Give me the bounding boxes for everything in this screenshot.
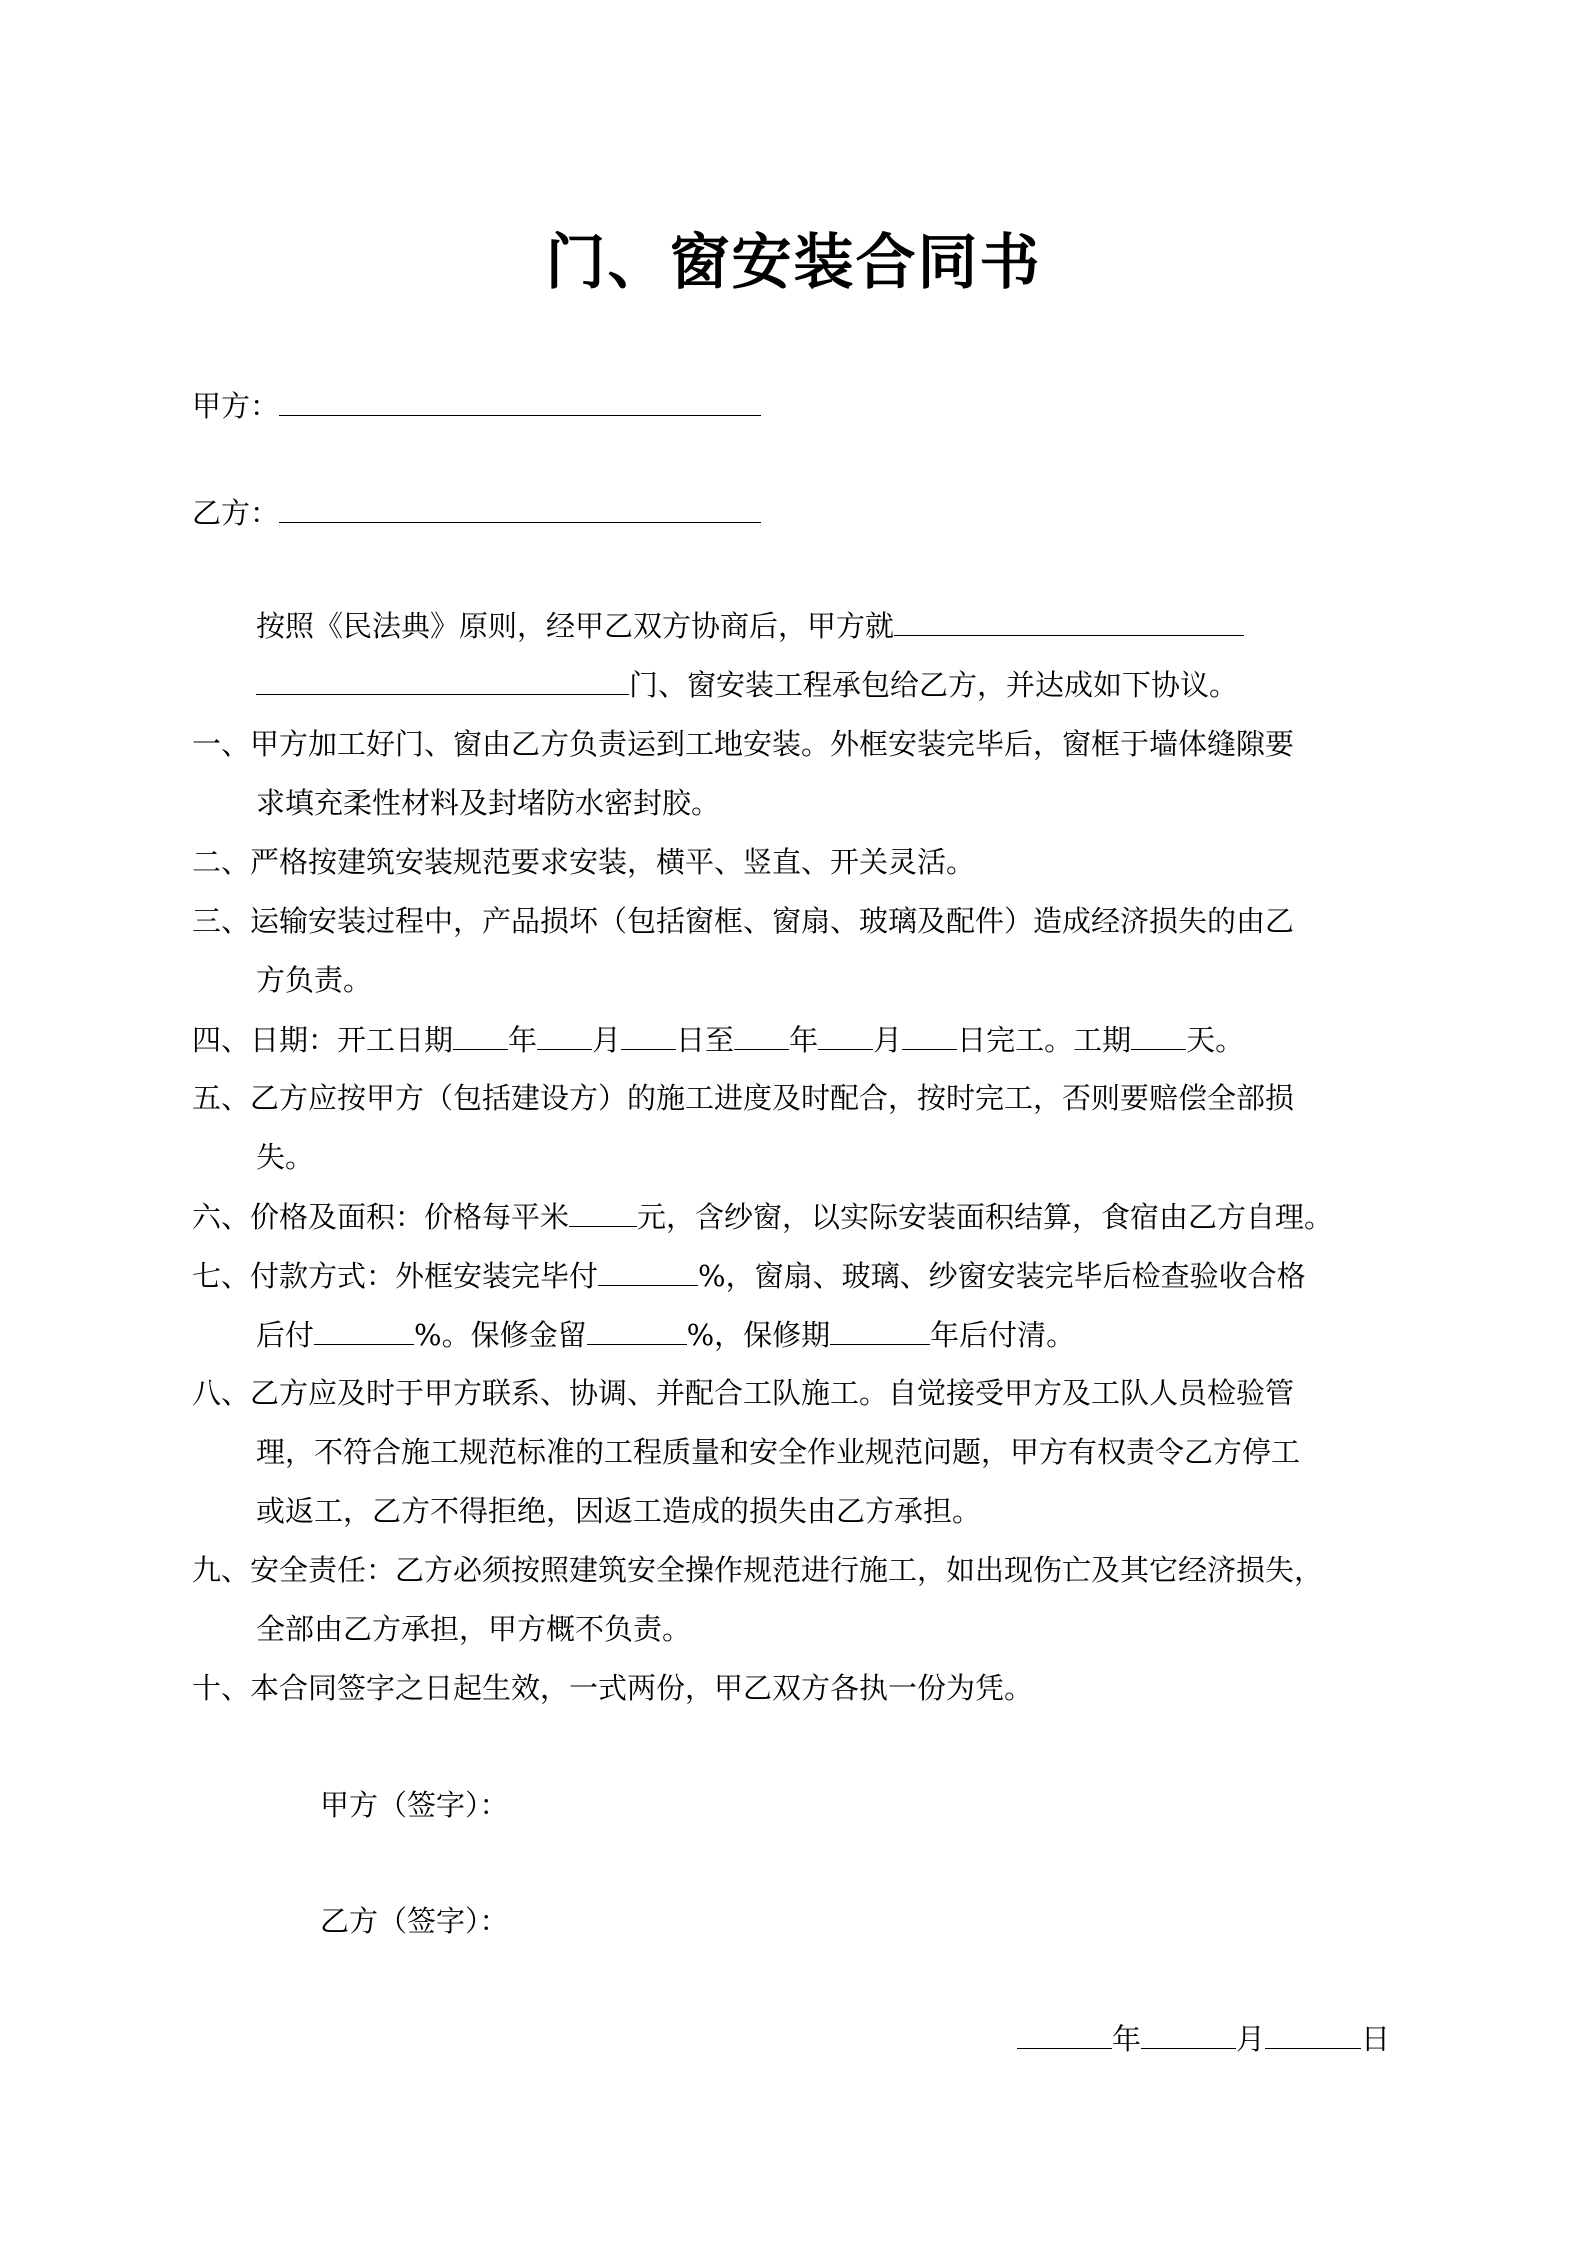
clause-4-text-c: 月 [592, 1023, 622, 1057]
end-day-blank [902, 1019, 957, 1050]
party-b-line [192, 492, 761, 533]
clause-7-text-f: 年后付清。 [930, 1318, 1076, 1352]
warranty-period-blank [830, 1314, 930, 1345]
start-day-blank [621, 1019, 676, 1050]
clause-4-text-a: 四、日期：开工日期 [192, 1023, 454, 1057]
clause-6 [192, 1196, 1333, 1237]
clause-7-text-e: %，保修期 [686, 1318, 831, 1352]
sign-day-label: 日 [1361, 2022, 1391, 2056]
party-a-blank [279, 385, 761, 416]
intro-text-2: 门、窗安装工程承包给乙方，并达成如下协议。 [629, 668, 1239, 702]
sign-day-blank [1265, 2018, 1361, 2049]
start-month-blank [537, 1019, 592, 1050]
clause-8-line-2: 理，不符合施工规范标准的工程质量和安全作业规范问题，甲方有权责令乙方停工 [256, 1435, 1301, 1469]
intro-text-1: 按照《民法典》原则，经甲乙双方协商后，甲方就 [256, 609, 895, 643]
clause-4-text-h: 天。 [1186, 1023, 1245, 1057]
clause-3-line-2: 方负责。 [256, 963, 373, 997]
party-a-signature: 甲方（签字）： [320, 1788, 509, 1822]
intro-line-2 [256, 664, 1238, 705]
clause-6-text-b: 元，含纱窗，以实际安装面积结算，食宿由乙方自理。 [637, 1200, 1334, 1234]
clause-7-text-b: %，窗扇、玻璃、纱窗安装完毕后检查验收合格 [698, 1259, 1306, 1293]
party-b-blank [279, 492, 761, 523]
clause-7-line-2 [256, 1314, 1075, 1355]
clause-4 [192, 1019, 1244, 1060]
clause-1-line-2: 求填充柔性材料及封堵防水密封胶。 [256, 786, 721, 820]
duration-days-blank [1131, 1019, 1186, 1050]
party-a-label: 甲方： [192, 389, 280, 423]
clause-10: 十、本合同签字之日起生效，一式两份，甲乙双方各执一份为凭。 [192, 1671, 1034, 1705]
clause-5-line-2: 失。 [256, 1140, 315, 1174]
clause-9-line-2: 全部由乙方承担，甲方概不负责。 [256, 1612, 692, 1646]
party-b-signature: 乙方（签字）： [320, 1904, 509, 1938]
clause-4-text-d: 日至 [676, 1023, 735, 1057]
intro-blank-2 [256, 664, 629, 695]
party-a-line [192, 385, 761, 426]
clause-4-text-g: 日完工。工期 [957, 1023, 1132, 1057]
start-year-blank [453, 1019, 508, 1050]
clause-5-line-1: 五、乙方应按甲方（包括建设方）的施工进度及时配合，按时完工，否则要赔偿全部损 [192, 1081, 1295, 1115]
sign-year-blank [1017, 2018, 1112, 2049]
clause-9-line-1: 九、安全责任：乙方必须按照建筑安全操作规范进行施工，如出现伤亡及其它经济损失， [192, 1553, 1324, 1587]
retention-blank [587, 1314, 687, 1345]
clause-7-text-a: 七、付款方式：外框安装完毕付 [192, 1259, 599, 1293]
frame-payment-blank [598, 1255, 698, 1286]
clause-1-line-1: 一、甲方加工好门、窗由乙方负责运到工地安装。外框安装完毕后，窗框于墙体缝隙要 [192, 727, 1295, 761]
intro-line-1 [256, 605, 1244, 646]
end-year-blank [734, 1019, 789, 1050]
clause-7-text-d: %。保修金留 [414, 1318, 587, 1352]
sign-year-label: 年 [1112, 2022, 1142, 2056]
party-b-label: 乙方： [192, 496, 280, 530]
clause-3-line-1: 三、运输安装过程中，产品损坏（包括窗框、窗扇、玻璃及配件）造成经济损失的由乙 [192, 904, 1295, 938]
clause-4-text-f: 月 [873, 1023, 903, 1057]
clause-2: 二、严格按建筑安装规范要求安装，横平、竖直、开关灵活。 [192, 845, 976, 879]
price-blank [569, 1196, 637, 1227]
sign-month-label: 月 [1236, 2022, 1266, 2056]
clause-8-line-1: 八、乙方应及时于甲方联系、协调、并配合工队施工。自觉接受甲方及工队人员检验管 [192, 1376, 1295, 1410]
intro-blank-1 [894, 605, 1244, 636]
sign-month-blank [1141, 2018, 1236, 2049]
page-title: 门、窗安装合同书 [545, 228, 1042, 298]
clause-6-text-a: 六、价格及面积：价格每平米 [192, 1200, 570, 1234]
clause-4-text-e: 年 [789, 1023, 819, 1057]
clause-4-text-b: 年 [508, 1023, 538, 1057]
signing-date [1017, 2018, 1390, 2059]
final-payment-blank [314, 1314, 414, 1345]
clause-7-text-c: 后付 [256, 1318, 315, 1352]
clause-7-line-1 [192, 1255, 1306, 1296]
end-month-blank [818, 1019, 873, 1050]
clause-8-line-3: 或返工，乙方不得拒绝，因返工造成的损失由乙方承担。 [256, 1494, 982, 1528]
